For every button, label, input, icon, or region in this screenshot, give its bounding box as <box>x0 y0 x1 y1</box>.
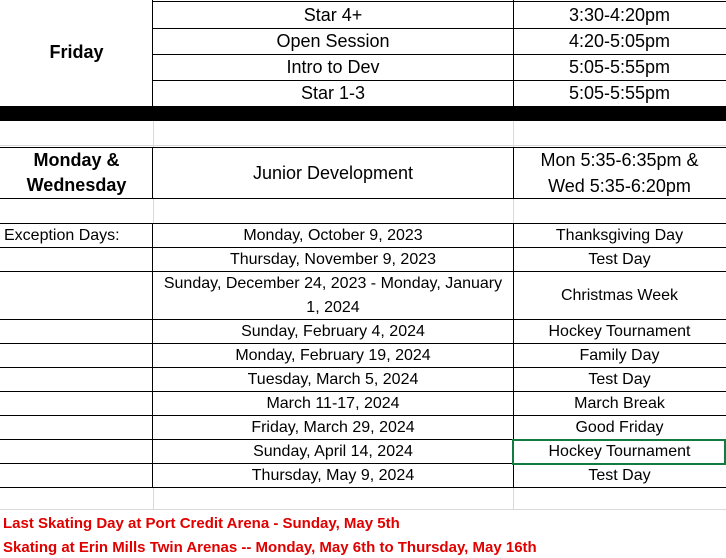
monwed-time-cell[interactable] <box>513 148 726 198</box>
monwed-day-line2: Wednesday <box>26 175 127 195</box>
border <box>513 0 514 106</box>
exception-reason-cell[interactable]: Test Day <box>588 371 651 388</box>
border <box>513 147 514 199</box>
gridline <box>513 198 514 224</box>
friday-session-cell[interactable]: Intro to Dev <box>286 57 380 77</box>
exception-reason-cell[interactable]: Family Day <box>579 347 660 364</box>
exception-date-cell[interactable]: Tuesday, March 5, 2024 <box>247 371 419 388</box>
note-erin-mills-arena: Skating at Erin Mills Twin Arenas -- Monday, May 6th to Thursday, May 16th <box>3 539 537 556</box>
border <box>152 147 153 199</box>
friday-session-cell[interactable]: Star 1-3 <box>300 83 366 103</box>
exception-reason-cell[interactable]: Test Day <box>588 467 651 484</box>
exception-reason-cell[interactable]: Hockey Tournament <box>548 323 691 340</box>
gridline <box>153 198 154 224</box>
exception-date-cell[interactable] <box>153 272 513 320</box>
friday-time-cell[interactable]: 4:20-5:05pm <box>568 31 671 51</box>
monwed-day-line1: Monday & <box>33 150 120 170</box>
monwed-time-line1: Mon 5:35-6:35pm & <box>540 150 699 170</box>
exception-reason-cell[interactable]: Test Day <box>588 251 651 268</box>
monwed-time-line2: Wed 5:35-6:20pm <box>548 176 691 196</box>
note-last-skating-day: Last Skating Day at Port Credit Arena - Sunday, May 5th <box>3 515 400 532</box>
exception-date-cell[interactable]: Thursday, May 9, 2024 <box>251 467 415 484</box>
border <box>0 367 726 368</box>
friday-time-cell[interactable]: 3:30-4:20pm <box>568 5 671 25</box>
gridline <box>0 145 726 146</box>
border <box>0 223 726 224</box>
friday-time-cell[interactable]: 5:05-5:55pm <box>568 83 671 103</box>
border <box>153 54 726 55</box>
border <box>0 198 726 199</box>
exception-reason-cell[interactable]: March Break <box>574 395 665 412</box>
gridline <box>513 488 514 510</box>
border <box>152 223 153 488</box>
friday-day-cell[interactable]: Friday <box>49 42 104 62</box>
exception-reason-cell-selected[interactable]: Hockey Tournament <box>548 443 691 460</box>
border <box>153 1 726 2</box>
exception-date-cell[interactable]: Sunday, February 4, 2024 <box>241 323 425 340</box>
border <box>153 80 726 81</box>
exception-date-cell[interactable]: Friday, March 29, 2024 <box>251 419 415 436</box>
exception-reason-cell[interactable]: Christmas Week <box>560 287 679 304</box>
border <box>0 247 726 248</box>
border <box>0 415 726 416</box>
border <box>0 271 726 272</box>
border <box>0 487 726 488</box>
friday-time-cell[interactable]: 5:05-5:55pm <box>568 57 671 77</box>
gridline <box>153 488 154 510</box>
gridline <box>513 121 514 147</box>
exception-reason-cell[interactable]: Thanksgiving Day <box>555 227 684 244</box>
exception-date-cell[interactable]: Monday, October 9, 2023 <box>243 227 423 244</box>
monwed-day-cell[interactable] <box>0 148 153 198</box>
gridline <box>0 509 726 510</box>
exception-days-label[interactable]: Exception Days: <box>4 227 120 244</box>
exception-date-cell[interactable]: March 11-17, 2024 <box>266 395 400 412</box>
exception-date-cell[interactable]: Thursday, November 9, 2023 <box>229 251 437 268</box>
selected-cell-outline <box>512 439 726 465</box>
friday-session-cell[interactable]: Star 4+ <box>303 5 363 25</box>
exception-date-line2: 1, 2024 <box>306 299 360 316</box>
friday-session-cell[interactable]: Open Session <box>276 31 390 51</box>
thick-divider <box>0 106 726 121</box>
monwed-session-cell[interactable]: Junior Development <box>252 163 414 183</box>
border <box>0 319 726 320</box>
exception-date-cell[interactable]: Monday, February 19, 2024 <box>235 347 431 364</box>
border <box>0 147 726 148</box>
exception-reason-cell[interactable]: Good Friday <box>575 419 664 436</box>
exception-date-line1: Sunday, December 24, 2023 - Monday, January <box>163 275 503 292</box>
gridline <box>153 121 154 147</box>
border <box>0 391 726 392</box>
border <box>153 28 726 29</box>
border <box>0 343 726 344</box>
exception-date-cell[interactable]: Sunday, April 14, 2024 <box>253 443 413 460</box>
border <box>152 0 153 106</box>
